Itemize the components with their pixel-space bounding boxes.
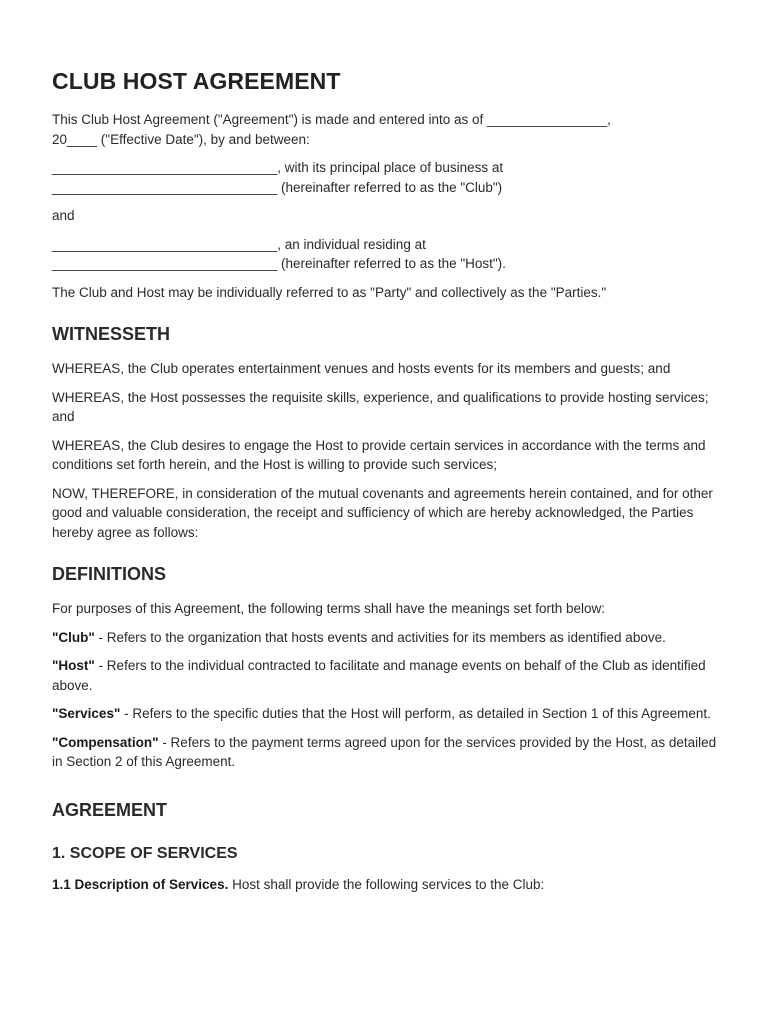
- definition-text: - Refers to the organization that hosts events and activities for its members as identified above.: [94, 629, 666, 645]
- intro-paragraph: [52, 110, 720, 149]
- document-page: [52, 68, 720, 903]
- whereas-paragraph-3: WHEREAS, the Club desires to engage the Host to provide certain services in accordance with the terms and conditions set forth herein, and the Host is willing to provide such services;: [52, 437, 706, 472]
- definition-services: [52, 704, 720, 724]
- whereas-paragraph-2: WHEREAS, the Host possesses the requisite skills, experience, and qualifications to provide hosting services; and: [52, 389, 709, 424]
- club-party-block: [52, 158, 720, 197]
- parties-definition: The Club and Host may be individually referred to as "Party" and collectively as the "Parties.": [52, 284, 607, 300]
- agreement-heading: AGREEMENT: [52, 799, 168, 820]
- intro-line-1: This Club Host Agreement ("Agreement") is made and entered into as of ________________,: [52, 112, 611, 127]
- clause-1-1-label: 1.1 Description of Services.: [52, 876, 229, 892]
- definition-text: - Refers to the individual contracted to facilitate and manage events on behalf of the Club as identified above.: [52, 658, 706, 693]
- definition-term: "Compensation": [52, 734, 159, 750]
- definitions-intro: For purposes of this Agreement, the following terms shall have the meanings set forth below:: [52, 601, 606, 616]
- document-title: CLUB HOST AGREEMENT: [52, 68, 341, 94]
- definitions-heading: DEFINITIONS: [52, 564, 167, 584]
- definition-term: "Host": [52, 658, 95, 673]
- clause-1-1-text: Host shall provide the following services to the Club:: [228, 876, 545, 892]
- definition-term: "Club": [52, 629, 95, 645]
- club-party-line-2: ______________________________ (hereinafter referred to as the "Club"): [52, 179, 503, 195]
- intro-line-2: 20____ ("Effective Date"), by and between:: [52, 131, 310, 147]
- definition-term: "Services": [52, 706, 121, 721]
- clause-1-1: [52, 875, 720, 895]
- definition-compensation: [52, 733, 720, 772]
- definition-text: - Refers to the payment terms agreed upon for the services provided by the Host, as detailed in Section 2 of this Agreement.: [52, 734, 717, 769]
- club-party-line-1: ______________________________, with its principal place of business at: [52, 160, 504, 175]
- and-text: and: [52, 208, 75, 223]
- host-party-line-1: ______________________________, an individual residing at: [52, 236, 426, 252]
- definition-host: [52, 656, 720, 695]
- host-party-line-2: ______________________________ (hereinafter referred to as the "Host").: [52, 256, 506, 271]
- witnesseth-heading: WITNESSETH: [52, 324, 171, 344]
- whereas-paragraph-1: WHEREAS, the Club operates entertainment venues and hosts events for its members and guests; and: [52, 361, 671, 376]
- definition-text: - Refers to the specific duties that the Host will perform, as detailed in Section 1 of this Agreement.: [120, 706, 711, 721]
- now-therefore-paragraph: NOW, THEREFORE, in consideration of the mutual covenants and agreements herein contained, and for other good and valuable consideration, the receipt and sufficiency of which are hereby acknowledged, the Parties hereby agree as follows:: [52, 485, 713, 540]
- definition-club: [52, 628, 720, 648]
- host-party-block: [52, 235, 720, 274]
- section-1-heading: 1. SCOPE OF SERVICES: [52, 844, 238, 862]
